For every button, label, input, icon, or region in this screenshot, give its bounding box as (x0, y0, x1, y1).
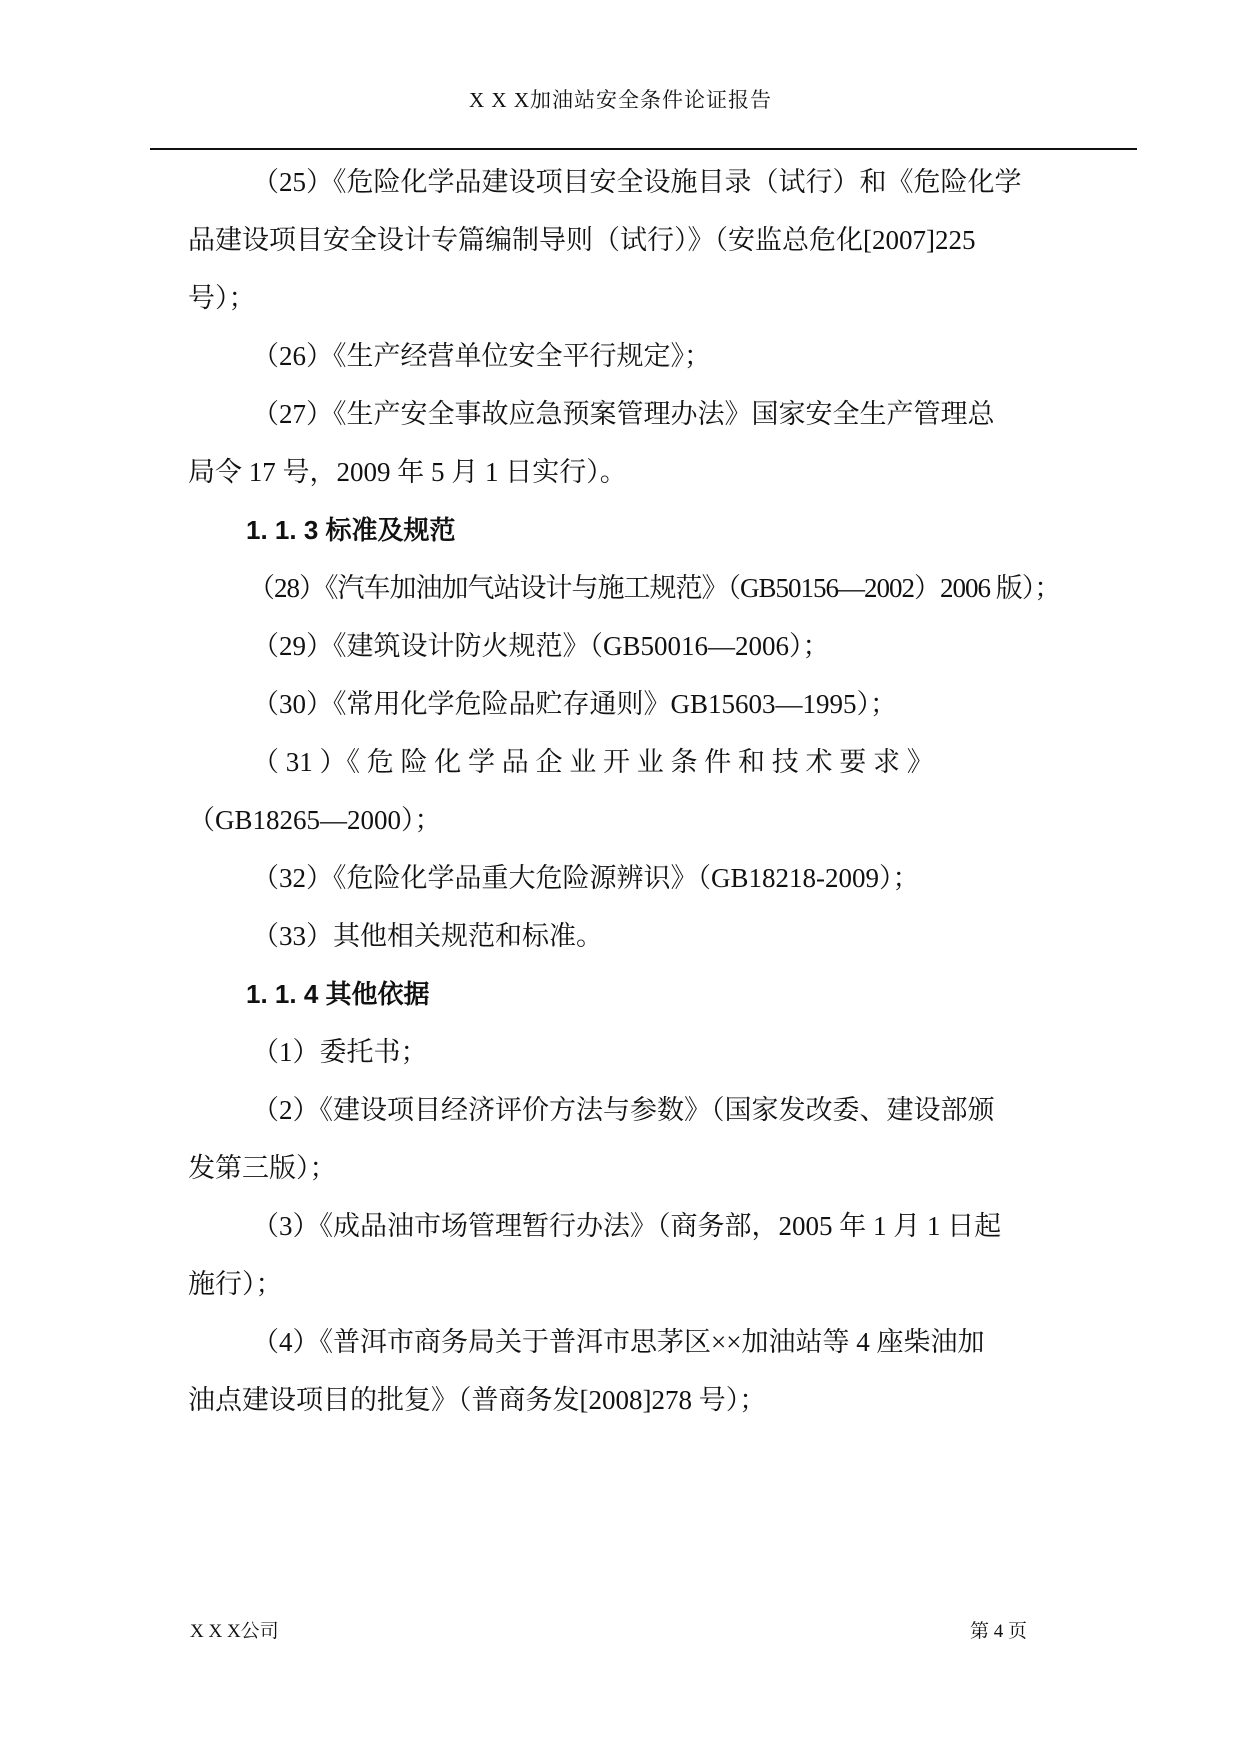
section-heading-1-1-4: 1. 1. 4 其他依据 (246, 979, 430, 1009)
reference-28: （28）《汽车加油加气站设计与施工规范》（GB50156—2002）2006 版）； (248, 573, 1061, 603)
reference-25-line-2: 品建设项目安全设计专篇编制导则（试行）》（安监总危化[2007]225 (188, 225, 976, 255)
reference-25-line-1: （25）《危险化学品建设项目安全设施目录（试行）和《危险化学 (252, 167, 1022, 197)
basis-3-line-2: 施行）； (188, 1269, 283, 1299)
reference-29: （29）《建筑设计防火规范》（GB50016—2006）； (252, 631, 830, 661)
reference-32: （32）《危险化学品重大危险源辨识》（GB18218-2009）； (252, 863, 920, 893)
reference-33: （33）其他相关规范和标准。 (252, 921, 603, 951)
basis-4-line-1: （4）《普洱市商务局关于普洱市思茅区××加油站等 4 座柴油加 (252, 1327, 985, 1357)
footer-company: X X X公司 (190, 1621, 279, 1642)
section-heading-1-1-3: 1. 1. 3 标准及规范 (246, 515, 456, 545)
reference-27-line-2: 局令 17 号，2009 年 5 月 1 日实行）。 (188, 457, 627, 487)
basis-1: （1）委托书； (252, 1037, 428, 1067)
reference-31-line-2: （GB18265—2000）； (188, 805, 442, 835)
running-header-title: X X X加油站安全条件论证报告 (469, 88, 772, 112)
basis-2-line-2: 发第三版）； (188, 1153, 337, 1183)
reference-30: （30）《常用化学危险品贮存通则》GB15603—1995）； (252, 689, 898, 719)
footer-page-number: 第 4 页 (970, 1621, 1028, 1642)
basis-4-line-2: 油点建设项目的批复》（普商务发[2008]278 号）； (188, 1385, 767, 1415)
reference-26: （26）《生产经营单位安全平行规定》； (252, 341, 711, 371)
reference-27-line-1: （27）《生产安全事故应急预案管理办法》国家安全生产管理总 (252, 399, 995, 429)
basis-3-line-1: （3）《成品油市场管理暂行办法》（商务部，2005 年 1 月 1 日起 (252, 1211, 1002, 1241)
reference-31-line-1: （ 31 ）《 危 险 化 学 品 企 业 开 业 条 件 和 技 术 要 求 》 (252, 747, 934, 777)
reference-25-line-3: 号）； (188, 283, 256, 313)
basis-2-line-1: （2）《建设项目经济评价方法与参数》（国家发改委、建设部颁 (252, 1095, 995, 1125)
